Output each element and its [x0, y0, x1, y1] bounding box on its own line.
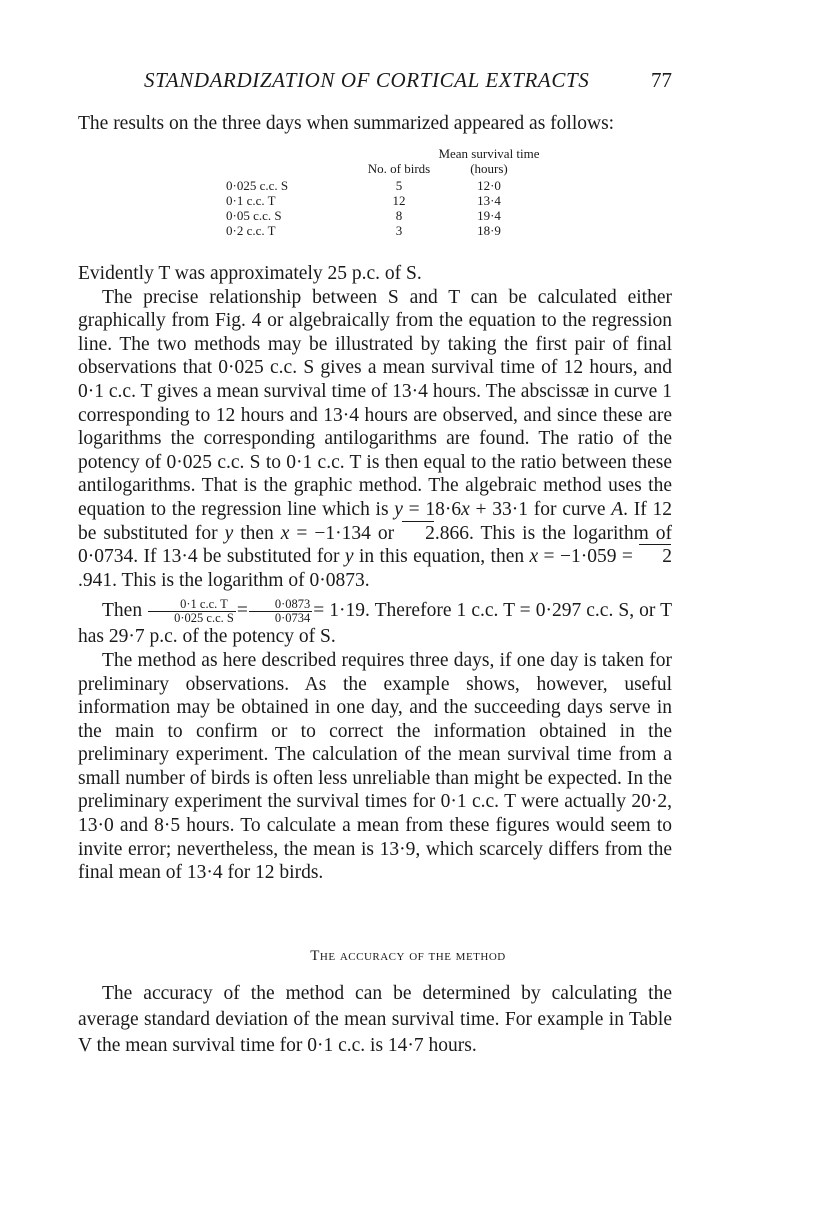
fraction-potency	[148, 598, 236, 625]
table-cell-birds: 8	[395, 208, 403, 223]
para2-text-b: . If 12 be substituted for	[78, 498, 672, 544]
table-row	[226, 208, 544, 223]
table-cell-dose: 0·05 c.c. S	[226, 208, 282, 223]
fraction-numerator: 0·1 c.c. T	[148, 598, 236, 612]
table-cell-dose: 0·1 c.c. T	[226, 193, 276, 208]
table-cell-birds: 5	[395, 178, 403, 193]
paragraph-relationship	[78, 286, 672, 593]
then-word: Then	[102, 600, 143, 622]
var-x: x	[280, 522, 290, 544]
table-header-birds: No. of birds	[367, 161, 431, 176]
table-row	[226, 178, 544, 193]
para2-text-a: The precise relationship between S and T can be calculated either graphically from Fig. 4 or algebraically from the equation to the regression line. The two methods may be illustrated by taking the first pair of final observations that 0·025 c.c. S gives a mean survival time of 12 hours, and 0·1 c.c. T gives a mean survival time of 13·4 hours. The abscissæ in curve 1 corresponding to 12 hours and 13·4 hours are observed, and since these are logarithms the corresponding antilogarithms are found. The ratio of the potency of 0·025 c.c. S to 0·1 c.c. T is then equal to the ratio between these antilogarithms. That is the graphic method. The algebraic method uses the equation to the regression line which is	[78, 286, 672, 520]
var-x: x	[461, 498, 470, 520]
bar-characteristic: 2	[401, 522, 435, 546]
table-header-row	[226, 146, 544, 178]
para2-text-c3: = −1·059 =	[538, 546, 639, 568]
running-header	[0, 68, 816, 98]
table-row	[226, 193, 544, 208]
para2-text-b2: then	[233, 522, 281, 544]
para2-eq-part: = 18·6	[402, 498, 462, 520]
table-cell-birds: 12	[392, 193, 406, 208]
page-number: 77	[651, 68, 672, 92]
paragraph-evidently: Evidently T was approximately 25 p.c. of S.	[78, 263, 422, 284]
paragraph-then: Then $\frac{0\cdot 1 c.c. T}{0\cdot 025 c.c. S}$ = $\frac{0\cdot 0873}{0\cdot 0734}$ = 1·19. Therefore 1 c.c. T = 0·297 c.c. S, or T has 29·7 p.c. of the potency of S.	[78, 597, 672, 648]
results-table	[226, 146, 544, 238]
bar-characteristic: 2	[638, 545, 672, 569]
var-curve-a: A	[611, 498, 624, 520]
table-cell-mean: 18·9	[477, 223, 501, 238]
table-cell-mean: 12·0	[477, 178, 501, 193]
table-cell-birds: 3	[395, 223, 403, 238]
table-cell-dose: 0·025 c.c. S	[226, 178, 289, 193]
var-x: x	[529, 546, 539, 568]
paragraph-accuracy: The accuracy of the method can be determined by calculating the average standard deviation of the mean survival time. For example in Table V the mean survival time for 0·1 c.c. is 14·7 hours.	[78, 983, 672, 1056]
running-title: STANDARDIZATION OF CORTICAL EXTRACTS	[144, 68, 590, 92]
body-text	[78, 262, 672, 885]
para2-eq-tail: + 33·1 for curve	[469, 498, 612, 520]
body-text-lower	[78, 981, 672, 1059]
intro-line: The results on the three days when summarized appeared as follows:	[78, 113, 615, 134]
table-cell-mean: 13·4	[477, 193, 501, 208]
section-heading: The accuracy of the method	[310, 948, 506, 964]
table-cell-mean: 19·4	[477, 208, 501, 223]
fraction-antilog	[249, 598, 312, 625]
para2-text-c2: in this equation, then	[353, 546, 530, 568]
fraction-numerator: 0·0873	[249, 598, 312, 612]
table-cell-dose: 0·2 c.c. T	[226, 223, 276, 238]
fraction-denominator: 0·025 c.c. S	[174, 611, 234, 626]
var-y: y	[224, 522, 234, 544]
then-result-text: = 1·19. Therefore 1 c.c. T = 0·297 c.c. S, or T has 29·7 p.c. of the potency of S.	[78, 600, 672, 648]
para2-text-b4: .866. This is the logarithm of 0·0734. If 13·4 be substituted for	[78, 522, 672, 568]
fraction-denominator: 0·0734	[274, 611, 311, 626]
table-header-mean: Mean survival time (hours)	[438, 146, 540, 176]
paragraph-method: The method as here described requires three days, if one day is taken for preliminary observations. As the example shows, however, useful information may be obtained in one day, and the succeeding days serve in the main to confirm or to correct the information obtained in the preliminary experiment. The calculation of the mean survival time from a small number of birds is often less unreliable than might be expected. In the preliminary experiment the survival times for 0·1 c.c. T were actually 20·2, 13·0 and 8·5 hours. To calculate a mean from these figures would seem to invite error; nevertheless, the mean is 13·9, which scarcely differs from the final mean of 13·4 for 12 birds.	[78, 649, 672, 884]
table-header-dose	[226, 146, 364, 178]
para2-text-c4: .941. This is the logarithm of 0·0873.	[78, 569, 370, 591]
var-y: y	[344, 546, 354, 568]
var-y: y	[394, 498, 403, 520]
para2-text-b3: = −1·134 or	[289, 522, 402, 544]
table-row	[226, 223, 544, 238]
